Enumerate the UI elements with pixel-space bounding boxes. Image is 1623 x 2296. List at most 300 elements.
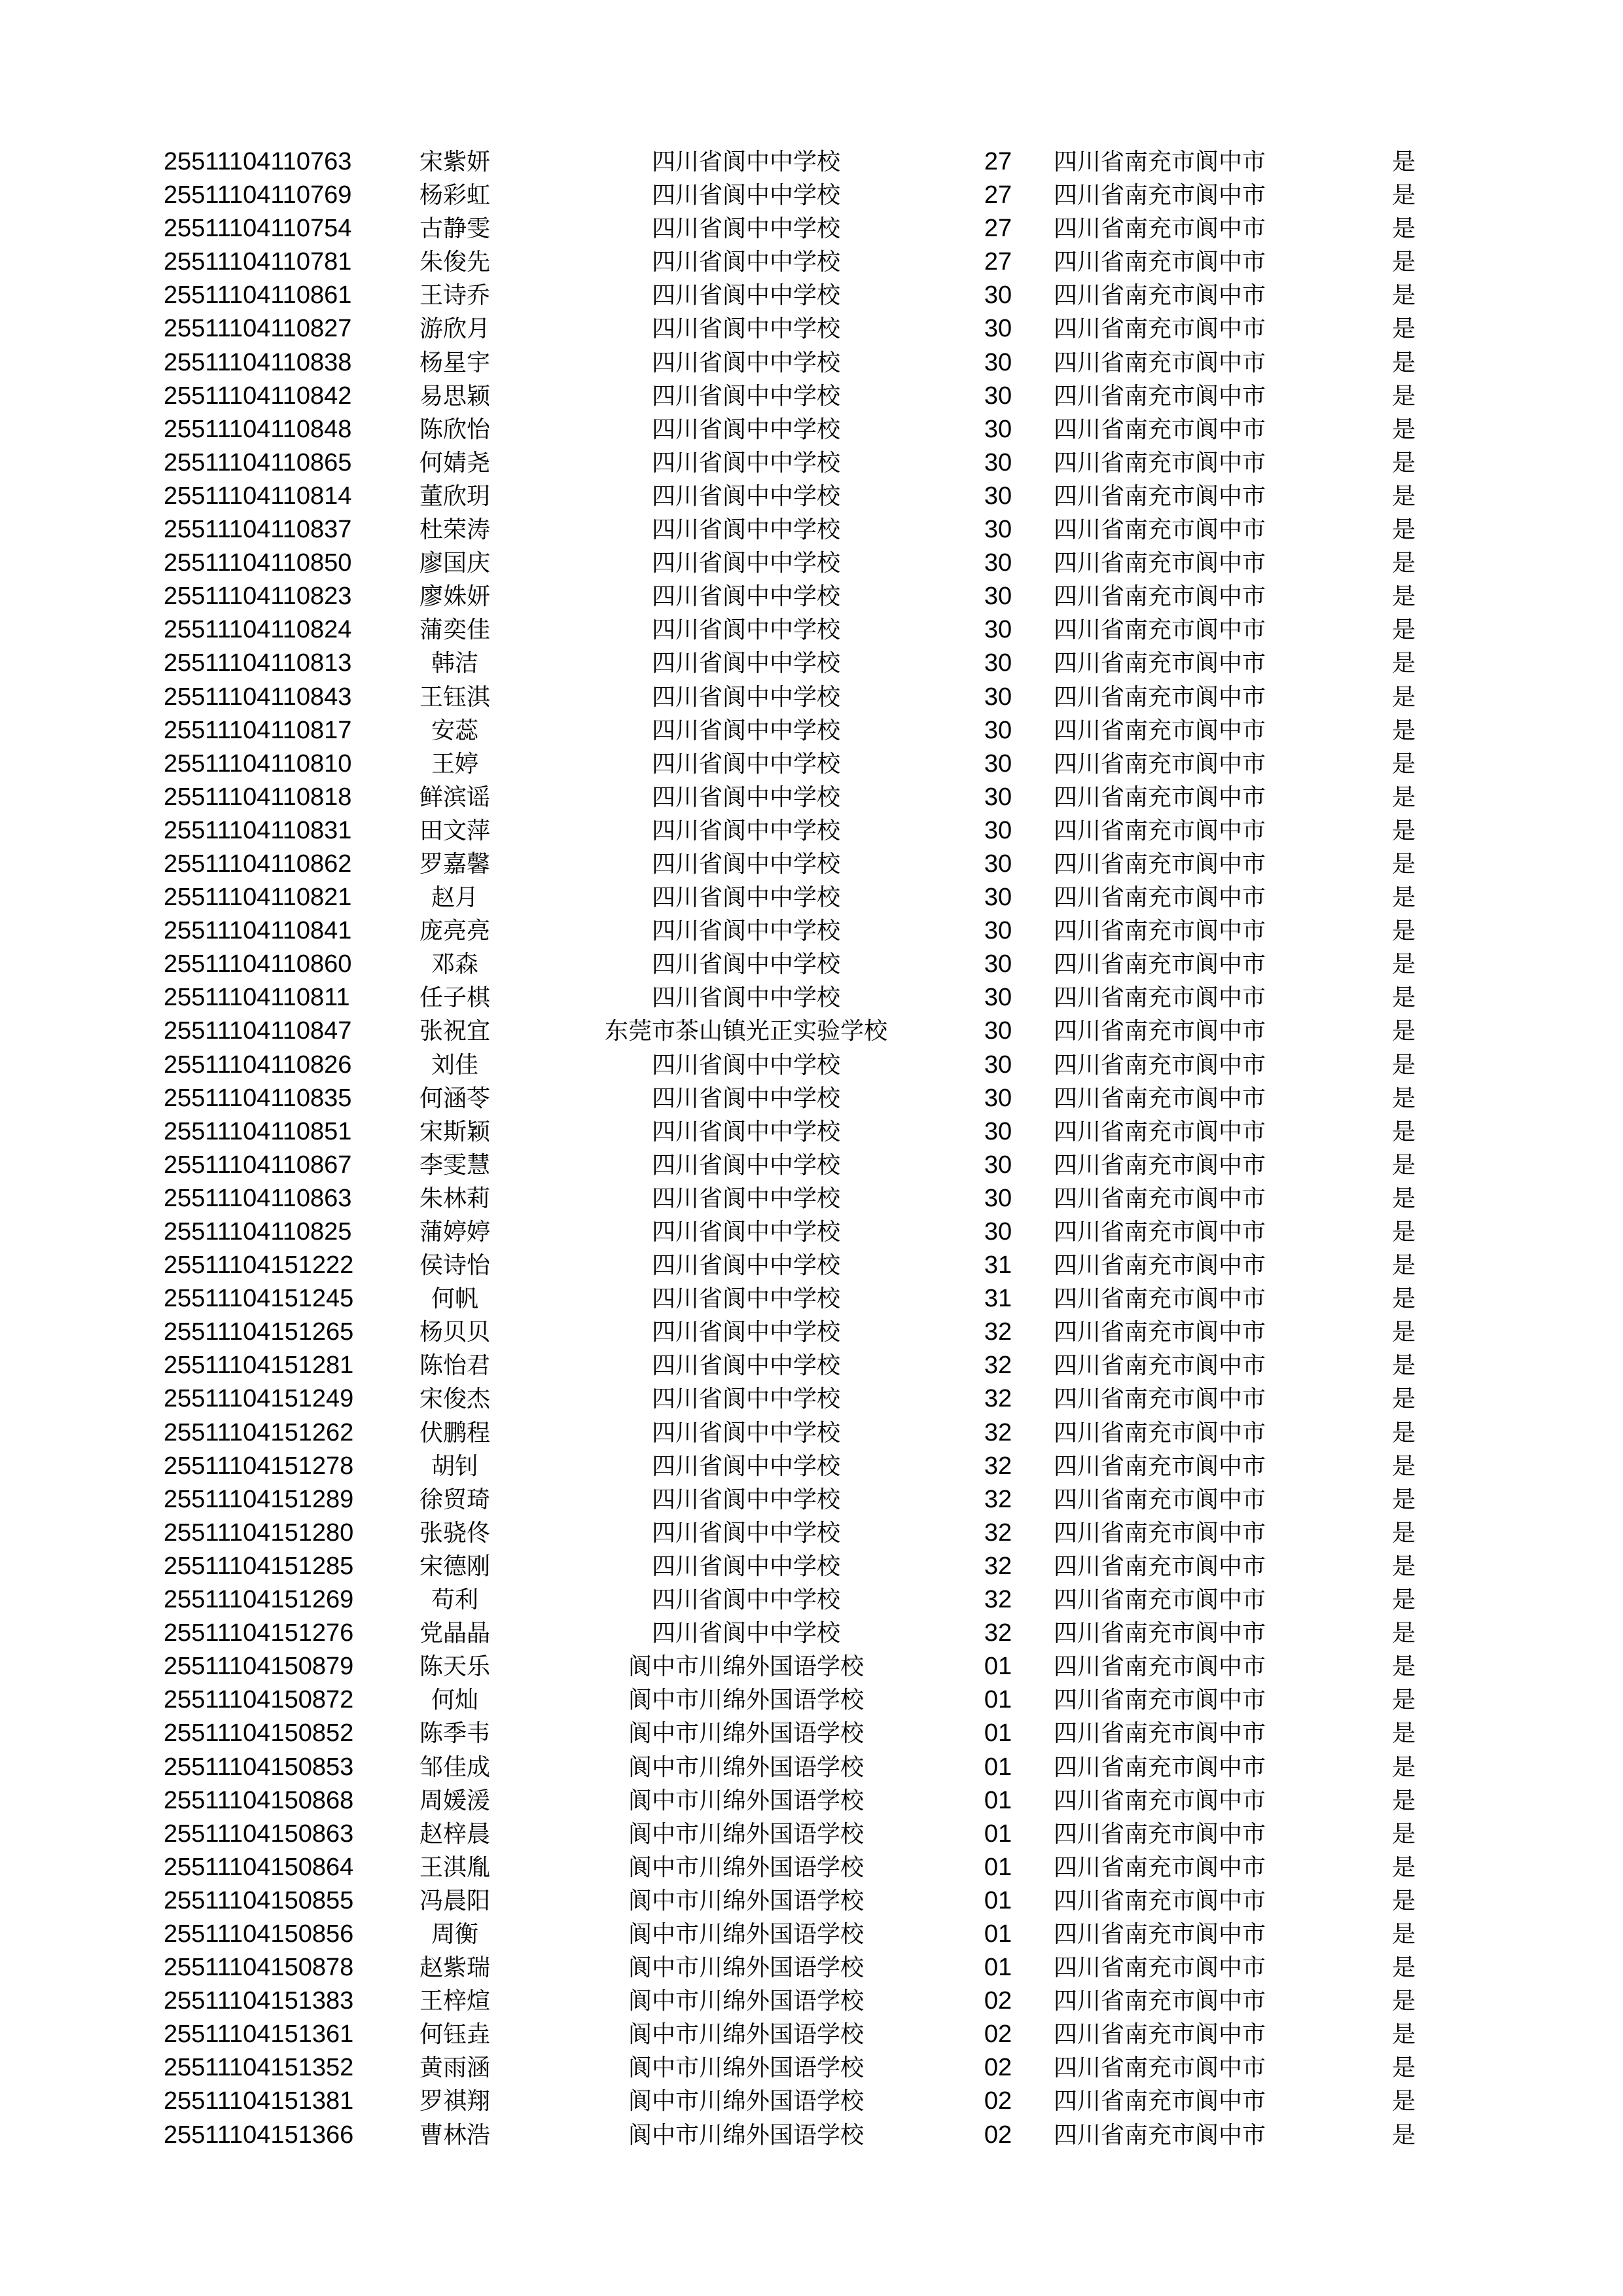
- region-cell: 四川省南充市阆中市: [1054, 1486, 1266, 1513]
- student-name-cell: 宋斯颖: [419, 1118, 490, 1145]
- student-name-cell: 张祝宜: [419, 1018, 490, 1045]
- table-row: [0, 914, 1623, 948]
- flag-cell: 是: [1391, 182, 1416, 209]
- school-cell: 四川省阆中中学校: [651, 918, 840, 945]
- table-row: [0, 881, 1623, 914]
- region-cell: 四川省南充市阆中市: [1054, 1352, 1266, 1380]
- flag-cell: 是: [1391, 1386, 1416, 1413]
- region-cell: 四川省南充市阆中市: [1054, 550, 1266, 577]
- student-id-cell: 25511104151262: [164, 1418, 354, 1446]
- student-id-cell: 25511104110847: [164, 1017, 352, 1045]
- student-id-cell: 25511104110861: [164, 281, 352, 310]
- student-id-cell: 25511104110763: [164, 148, 352, 175]
- student-name-cell: 陈季韦: [419, 1720, 490, 1748]
- flag-cell: 是: [1391, 215, 1416, 243]
- school-cell: 四川省阆中中学校: [651, 249, 840, 276]
- class-cell: 01: [984, 1853, 1012, 1881]
- flag-cell: 是: [1391, 1920, 1416, 1948]
- flag-cell: 是: [1391, 1118, 1416, 1145]
- student-id-cell: 25511104110862: [164, 850, 352, 878]
- class-cell: 30: [984, 382, 1012, 410]
- class-cell: 30: [984, 1084, 1012, 1112]
- class-cell: 32: [984, 1452, 1012, 1480]
- flag-cell: 是: [1391, 2121, 1416, 2149]
- region-cell: 四川省南充市阆中市: [1054, 1920, 1266, 1948]
- table-row: [0, 1516, 1623, 1550]
- table-row: [0, 1483, 1623, 1516]
- student-name-cell: 徐贸琦: [419, 1486, 490, 1513]
- flag-cell: 是: [1391, 783, 1416, 811]
- student-name-cell: 何涵苓: [419, 1085, 490, 1112]
- student-name-cell: 韩洁: [431, 650, 478, 677]
- region-cell: 四川省南充市阆中市: [1054, 1720, 1266, 1748]
- school-cell: 四川省阆中中学校: [651, 884, 840, 912]
- table-row: [0, 948, 1623, 981]
- class-cell: 30: [984, 917, 1012, 945]
- region-cell: 四川省南充市阆中市: [1054, 149, 1266, 175]
- region-cell: 四川省南充市阆中市: [1054, 1954, 1266, 1982]
- school-cell: 四川省阆中中学校: [651, 550, 840, 577]
- school-cell: 四川省阆中中学校: [651, 1252, 840, 1280]
- student-name-cell: 陈欣怡: [419, 416, 490, 443]
- school-cell: 四川省阆中中学校: [651, 516, 840, 544]
- student-name-cell: 杨彩虹: [419, 182, 490, 209]
- flag-cell: 是: [1391, 951, 1416, 978]
- table-row: [0, 1082, 1623, 1115]
- flag-cell: 是: [1391, 1018, 1416, 1045]
- flag-cell: 是: [1391, 583, 1416, 611]
- region-cell: 四川省南充市阆中市: [1054, 884, 1266, 912]
- flag-cell: 是: [1391, 650, 1416, 677]
- table-row: [0, 513, 1623, 547]
- student-name-cell: 庞亮亮: [419, 918, 490, 945]
- class-cell: 30: [984, 1151, 1012, 1179]
- flag-cell: 是: [1391, 282, 1416, 310]
- student-id-cell: 25511104150853: [164, 1753, 354, 1781]
- student-name-cell: 侯诗怡: [419, 1252, 490, 1280]
- table-row: [0, 1951, 1623, 1984]
- student-id-cell: 25511104151361: [164, 2020, 354, 2049]
- class-cell: 32: [984, 1518, 1012, 1547]
- student-id-cell: 25511104110831: [164, 816, 352, 844]
- student-id-cell: 25511104151276: [164, 1619, 354, 1647]
- school-cell: 四川省阆中中学校: [651, 1620, 840, 1647]
- class-cell: 02: [984, 2121, 1012, 2149]
- school-cell: 四川省阆中中学校: [651, 1285, 840, 1313]
- student-id-cell: 25511104151265: [164, 1318, 354, 1346]
- class-cell: 32: [984, 1619, 1012, 1647]
- school-cell: 阆中市川绵外国语学校: [628, 2088, 864, 2115]
- student-id-cell: 25511104150852: [164, 1719, 354, 1748]
- table-row: [0, 380, 1623, 413]
- region-cell: 四川省南充市阆中市: [1054, 1452, 1266, 1480]
- school-cell: 东莞市茶山镇光正实验学校: [604, 1018, 887, 1045]
- student-id-cell: 25511104151245: [164, 1285, 354, 1313]
- student-id-cell: 25511104110813: [164, 649, 352, 677]
- table-row: [0, 346, 1623, 380]
- table-row: [0, 714, 1623, 747]
- student-name-cell: 伏鹏程: [419, 1419, 490, 1446]
- school-cell: 四川省阆中中学校: [651, 149, 840, 175]
- school-cell: 四川省阆中中学校: [651, 583, 840, 611]
- student-id-cell: 25511104110837: [164, 516, 352, 544]
- school-cell: 阆中市川绵外国语学校: [628, 1720, 864, 1748]
- region-cell: 四川省南充市阆中市: [1054, 249, 1266, 276]
- student-id-cell: 25511104110824: [164, 616, 352, 644]
- school-cell: 四川省阆中中学校: [651, 282, 840, 310]
- school-cell: 阆中市川绵外国语学校: [628, 2054, 864, 2082]
- student-name-cell: 李雯慧: [419, 1151, 490, 1179]
- region-cell: 四川省南充市阆中市: [1054, 683, 1266, 711]
- class-cell: 02: [984, 2020, 1012, 2049]
- school-cell: 阆中市川绵外国语学校: [628, 2021, 864, 2049]
- flag-cell: 是: [1391, 1687, 1416, 1714]
- class-cell: 32: [984, 1385, 1012, 1413]
- student-name-cell: 王淇胤: [419, 1854, 490, 1881]
- school-cell: 四川省阆中中学校: [651, 1452, 840, 1480]
- student-id-cell: 25511104150864: [164, 1853, 354, 1881]
- flag-cell: 是: [1391, 349, 1416, 376]
- region-cell: 四川省南充市阆中市: [1054, 1285, 1266, 1313]
- student-name-cell: 罗祺翔: [419, 2088, 490, 2115]
- school-cell: 四川省阆中中学校: [651, 382, 840, 410]
- table-row: [0, 1717, 1623, 1750]
- student-id-cell: 25511104110811: [164, 984, 350, 1012]
- class-cell: 30: [984, 448, 1012, 476]
- student-id-cell: 25511104110814: [164, 482, 352, 510]
- school-cell: 四川省阆中中学校: [651, 1085, 840, 1112]
- region-cell: 四川省南充市阆中市: [1054, 1051, 1266, 1079]
- student-id-cell: 25511104110867: [164, 1151, 352, 1179]
- table-row: [0, 2051, 1623, 2085]
- class-cell: 32: [984, 1352, 1012, 1380]
- student-id-cell: 25511104151285: [164, 1552, 354, 1580]
- flag-cell: 是: [1391, 1252, 1416, 1280]
- school-cell: 阆中市川绵外国语学校: [628, 1787, 864, 1814]
- student-name-cell: 何婧尧: [419, 449, 490, 476]
- student-id-cell: 25511104110860: [164, 950, 352, 978]
- school-cell: 阆中市川绵外国语学校: [628, 1820, 864, 1848]
- school-cell: 四川省阆中中学校: [651, 717, 840, 744]
- region-cell: 四川省南充市阆中市: [1054, 1018, 1266, 1045]
- region-cell: 四川省南充市阆中市: [1054, 951, 1266, 978]
- region-cell: 四川省南充市阆中市: [1054, 416, 1266, 443]
- table-row: [0, 1014, 1623, 1048]
- student-id-cell: 25511104110826: [164, 1050, 352, 1079]
- school-cell: 四川省阆中中学校: [651, 750, 840, 778]
- class-cell: 02: [984, 2054, 1012, 2082]
- table-row: [0, 747, 1623, 781]
- flag-cell: 是: [1391, 416, 1416, 443]
- school-cell: 四川省阆中中学校: [651, 1118, 840, 1145]
- flag-cell: 是: [1391, 717, 1416, 744]
- school-cell: 阆中市川绵外国语学校: [628, 2121, 864, 2149]
- table-row: [0, 1382, 1623, 1416]
- region-cell: 四川省南充市阆中市: [1054, 617, 1266, 644]
- table-row: [0, 613, 1623, 647]
- region-cell: 四川省南充市阆中市: [1054, 918, 1266, 945]
- class-cell: 30: [984, 516, 1012, 544]
- student-name-cell: 陈怡君: [419, 1352, 490, 1380]
- student-name-cell: 宋紫妍: [419, 149, 490, 175]
- school-cell: 四川省阆中中学校: [651, 850, 840, 878]
- school-cell: 四川省阆中中学校: [651, 1419, 840, 1446]
- flag-cell: 是: [1391, 2054, 1416, 2082]
- student-id-cell: 25511104110865: [164, 448, 352, 476]
- school-cell: 四川省阆中中学校: [651, 349, 840, 376]
- school-cell: 四川省阆中中学校: [651, 1219, 840, 1246]
- table-row: [0, 1416, 1623, 1450]
- student-name-cell: 黄雨涵: [419, 2054, 490, 2082]
- flag-cell: 是: [1391, 2088, 1416, 2115]
- table-row: [0, 1751, 1623, 1784]
- table-row: [0, 1149, 1623, 1182]
- class-cell: 30: [984, 649, 1012, 677]
- student-name-cell: 罗嘉馨: [419, 850, 490, 878]
- table-row: [0, 981, 1623, 1014]
- table-row: [0, 446, 1623, 480]
- flag-cell: 是: [1391, 683, 1416, 711]
- class-cell: 31: [984, 1251, 1012, 1280]
- flag-cell: 是: [1391, 1352, 1416, 1380]
- school-cell: 四川省阆中中学校: [651, 449, 840, 476]
- student-name-cell: 陈天乐: [419, 1653, 490, 1681]
- flag-cell: 是: [1391, 1887, 1416, 1914]
- student-id-cell: 25511104151280: [164, 1518, 354, 1547]
- school-cell: 四川省阆中中学校: [651, 683, 840, 711]
- class-cell: 02: [984, 1987, 1012, 2015]
- student-id-cell: 25511104150855: [164, 1886, 354, 1914]
- region-cell: 四川省南充市阆中市: [1054, 1687, 1266, 1714]
- class-cell: 32: [984, 1485, 1012, 1513]
- region-cell: 四川省南充市阆中市: [1054, 1552, 1266, 1580]
- class-cell: 30: [984, 850, 1012, 878]
- table-row: [0, 1851, 1623, 1884]
- class-cell: 30: [984, 984, 1012, 1012]
- region-cell: 四川省南充市阆中市: [1054, 1085, 1266, 1112]
- flag-cell: 是: [1391, 1787, 1416, 1814]
- region-cell: 四川省南充市阆中市: [1054, 1653, 1266, 1681]
- class-cell: 30: [984, 1218, 1012, 1246]
- school-cell: 四川省阆中中学校: [651, 1319, 840, 1346]
- student-name-cell: 刘佳: [431, 1051, 478, 1079]
- student-name-cell: 周媛湲: [419, 1787, 490, 1814]
- student-name-cell: 宋德刚: [419, 1552, 490, 1580]
- student-id-cell: 25511104110817: [164, 716, 352, 744]
- region-cell: 四川省南充市阆中市: [1054, 1988, 1266, 2015]
- student-id-cell: 25511104110781: [164, 248, 352, 276]
- student-id-cell: 25511104151222: [164, 1251, 354, 1280]
- class-cell: 30: [984, 683, 1012, 711]
- school-cell: 四川省阆中中学校: [651, 1185, 840, 1212]
- flag-cell: 是: [1391, 1720, 1416, 1748]
- school-cell: 四川省阆中中学校: [651, 315, 840, 343]
- student-id-cell: 25511104150879: [164, 1653, 354, 1681]
- student-id-cell: 25511104110843: [164, 683, 352, 711]
- student-id-cell: 25511104151383: [164, 1987, 354, 2015]
- region-cell: 四川省南充市阆中市: [1054, 215, 1266, 243]
- school-cell: 阆中市川绵外国语学校: [628, 1753, 864, 1781]
- flag-cell: 是: [1391, 1954, 1416, 1982]
- student-name-cell: 张骁佟: [419, 1519, 490, 1547]
- student-name-cell: 王诗乔: [419, 282, 490, 310]
- region-cell: 四川省南充市阆中市: [1054, 717, 1266, 744]
- student-name-cell: 蒲奕佳: [419, 617, 490, 644]
- flag-cell: 是: [1391, 550, 1416, 577]
- student-name-cell: 朱俊先: [419, 249, 490, 276]
- class-cell: 01: [984, 1653, 1012, 1681]
- class-cell: 30: [984, 616, 1012, 644]
- table-row: [0, 848, 1623, 881]
- class-cell: 30: [984, 1017, 1012, 1045]
- student-id-cell: 25511104151278: [164, 1452, 354, 1480]
- table-row: [0, 580, 1623, 613]
- table-row: [0, 1550, 1623, 1583]
- class-cell: 30: [984, 482, 1012, 510]
- table-row: [0, 1249, 1623, 1282]
- school-cell: 阆中市川绵外国语学校: [628, 1920, 864, 1948]
- student-name-cell: 赵梓晨: [419, 1820, 490, 1848]
- student-name-cell: 党晶晶: [419, 1620, 490, 1647]
- region-cell: 四川省南充市阆中市: [1054, 1620, 1266, 1647]
- region-cell: 四川省南充市阆中市: [1054, 1151, 1266, 1179]
- region-cell: 四川省南充市阆中市: [1054, 1185, 1266, 1212]
- region-cell: 四川省南充市阆中市: [1054, 349, 1266, 376]
- student-id-cell: 25511104110863: [164, 1184, 352, 1212]
- flag-cell: 是: [1391, 1051, 1416, 1079]
- class-cell: 30: [984, 816, 1012, 844]
- class-cell: 30: [984, 1184, 1012, 1212]
- table-row: [0, 212, 1623, 245]
- student-id-cell: 25511104110850: [164, 549, 352, 577]
- table-row: [0, 2085, 1623, 2118]
- flag-cell: 是: [1391, 1319, 1416, 1346]
- class-cell: 02: [984, 2087, 1012, 2115]
- region-cell: 四川省南充市阆中市: [1054, 2054, 1266, 2082]
- student-name-cell: 王钰淇: [419, 683, 490, 711]
- table-row: [0, 145, 1623, 179]
- class-cell: 30: [984, 783, 1012, 811]
- region-cell: 四川省南充市阆中市: [1054, 1587, 1266, 1614]
- school-cell: 四川省阆中中学校: [651, 951, 840, 978]
- table-row: [0, 1583, 1623, 1617]
- flag-cell: 是: [1391, 449, 1416, 476]
- flag-cell: 是: [1391, 1452, 1416, 1480]
- class-cell: 32: [984, 1318, 1012, 1346]
- class-cell: 01: [984, 1753, 1012, 1781]
- school-cell: 四川省阆中中学校: [651, 482, 840, 510]
- table-row: [0, 1918, 1623, 1951]
- student-id-cell: 25511104150863: [164, 1820, 354, 1848]
- student-id-cell: 25511104151289: [164, 1485, 354, 1513]
- region-cell: 四川省南充市阆中市: [1054, 282, 1266, 310]
- class-cell: 31: [984, 1285, 1012, 1313]
- region-cell: 四川省南充市阆中市: [1054, 449, 1266, 476]
- region-cell: 四川省南充市阆中市: [1054, 817, 1266, 844]
- class-cell: 30: [984, 749, 1012, 778]
- region-cell: 四川省南充市阆中市: [1054, 1854, 1266, 1881]
- flag-cell: 是: [1391, 482, 1416, 510]
- region-cell: 四川省南充市阆中市: [1054, 1219, 1266, 1246]
- class-cell: 01: [984, 1820, 1012, 1848]
- school-cell: 四川省阆中中学校: [651, 1552, 840, 1580]
- school-cell: 四川省阆中中学校: [651, 650, 840, 677]
- student-name-cell: 游欣月: [419, 315, 490, 343]
- school-cell: 阆中市川绵外国语学校: [628, 1653, 864, 1681]
- student-name-cell: 杜荣涛: [419, 516, 490, 544]
- student-id-cell: 25511104151366: [164, 2121, 354, 2149]
- student-name-cell: 蒲婷婷: [419, 1219, 490, 1246]
- flag-cell: 是: [1391, 1753, 1416, 1781]
- table-row: [0, 814, 1623, 848]
- table-row: [0, 681, 1623, 714]
- table-row: [0, 1450, 1623, 1483]
- table-row: [0, 1650, 1623, 1683]
- class-cell: 30: [984, 315, 1012, 343]
- table-row: [0, 480, 1623, 513]
- class-cell: 32: [984, 1586, 1012, 1614]
- student-id-cell: 25511104110838: [164, 348, 352, 376]
- flag-cell: 是: [1391, 750, 1416, 778]
- table-row: [0, 1617, 1623, 1650]
- table-row: [0, 1349, 1623, 1382]
- flag-cell: 是: [1391, 1219, 1416, 1246]
- flag-cell: 是: [1391, 1587, 1416, 1614]
- class-cell: 30: [984, 950, 1012, 978]
- student-id-cell: 25511104110810: [164, 749, 352, 778]
- region-cell: 四川省南充市阆中市: [1054, 2088, 1266, 2115]
- region-cell: 四川省南充市阆中市: [1054, 984, 1266, 1012]
- student-name-cell: 董欣玥: [419, 482, 490, 510]
- table-row: [0, 312, 1623, 346]
- flag-cell: 是: [1391, 1854, 1416, 1881]
- student-name-cell: 邓森: [431, 951, 478, 978]
- school-cell: 四川省阆中中学校: [651, 1051, 840, 1079]
- student-id-cell: 25511104150856: [164, 1920, 354, 1948]
- student-id-cell: 25511104110769: [164, 181, 352, 209]
- class-cell: 32: [984, 1552, 1012, 1580]
- class-cell: 01: [984, 1786, 1012, 1814]
- region-cell: 四川省南充市阆中市: [1054, 2021, 1266, 2049]
- class-cell: 30: [984, 1117, 1012, 1145]
- student-name-cell: 何钰垚: [419, 2021, 490, 2049]
- student-id-cell: 25511104110841: [164, 917, 352, 945]
- student-id-cell: 25511104110851: [164, 1117, 352, 1145]
- school-cell: 阆中市川绵外国语学校: [628, 1854, 864, 1881]
- table-row: [0, 279, 1623, 312]
- school-cell: 阆中市川绵外国语学校: [628, 1954, 864, 1982]
- table-row: [0, 1984, 1623, 2018]
- flag-cell: 是: [1391, 918, 1416, 945]
- flag-cell: 是: [1391, 1820, 1416, 1848]
- region-cell: 四川省南充市阆中市: [1054, 850, 1266, 878]
- student-name-cell: 邹佳成: [419, 1753, 490, 1781]
- region-cell: 四川省南充市阆中市: [1054, 482, 1266, 510]
- table-row: [0, 1282, 1623, 1316]
- student-id-cell: 25511104110835: [164, 1084, 352, 1112]
- table-row: [0, 1884, 1623, 1918]
- school-cell: 四川省阆中中学校: [651, 1486, 840, 1513]
- region-cell: 四川省南充市阆中市: [1054, 1519, 1266, 1547]
- student-id-cell: 25511104110821: [164, 884, 352, 912]
- class-cell: 27: [984, 181, 1012, 209]
- school-cell: 四川省阆中中学校: [651, 1151, 840, 1179]
- region-cell: 四川省南充市阆中市: [1054, 315, 1266, 343]
- table-row: [0, 1182, 1623, 1215]
- class-cell: 01: [984, 1886, 1012, 1914]
- region-cell: 四川省南充市阆中市: [1054, 1118, 1266, 1145]
- flag-cell: 是: [1391, 1988, 1416, 2015]
